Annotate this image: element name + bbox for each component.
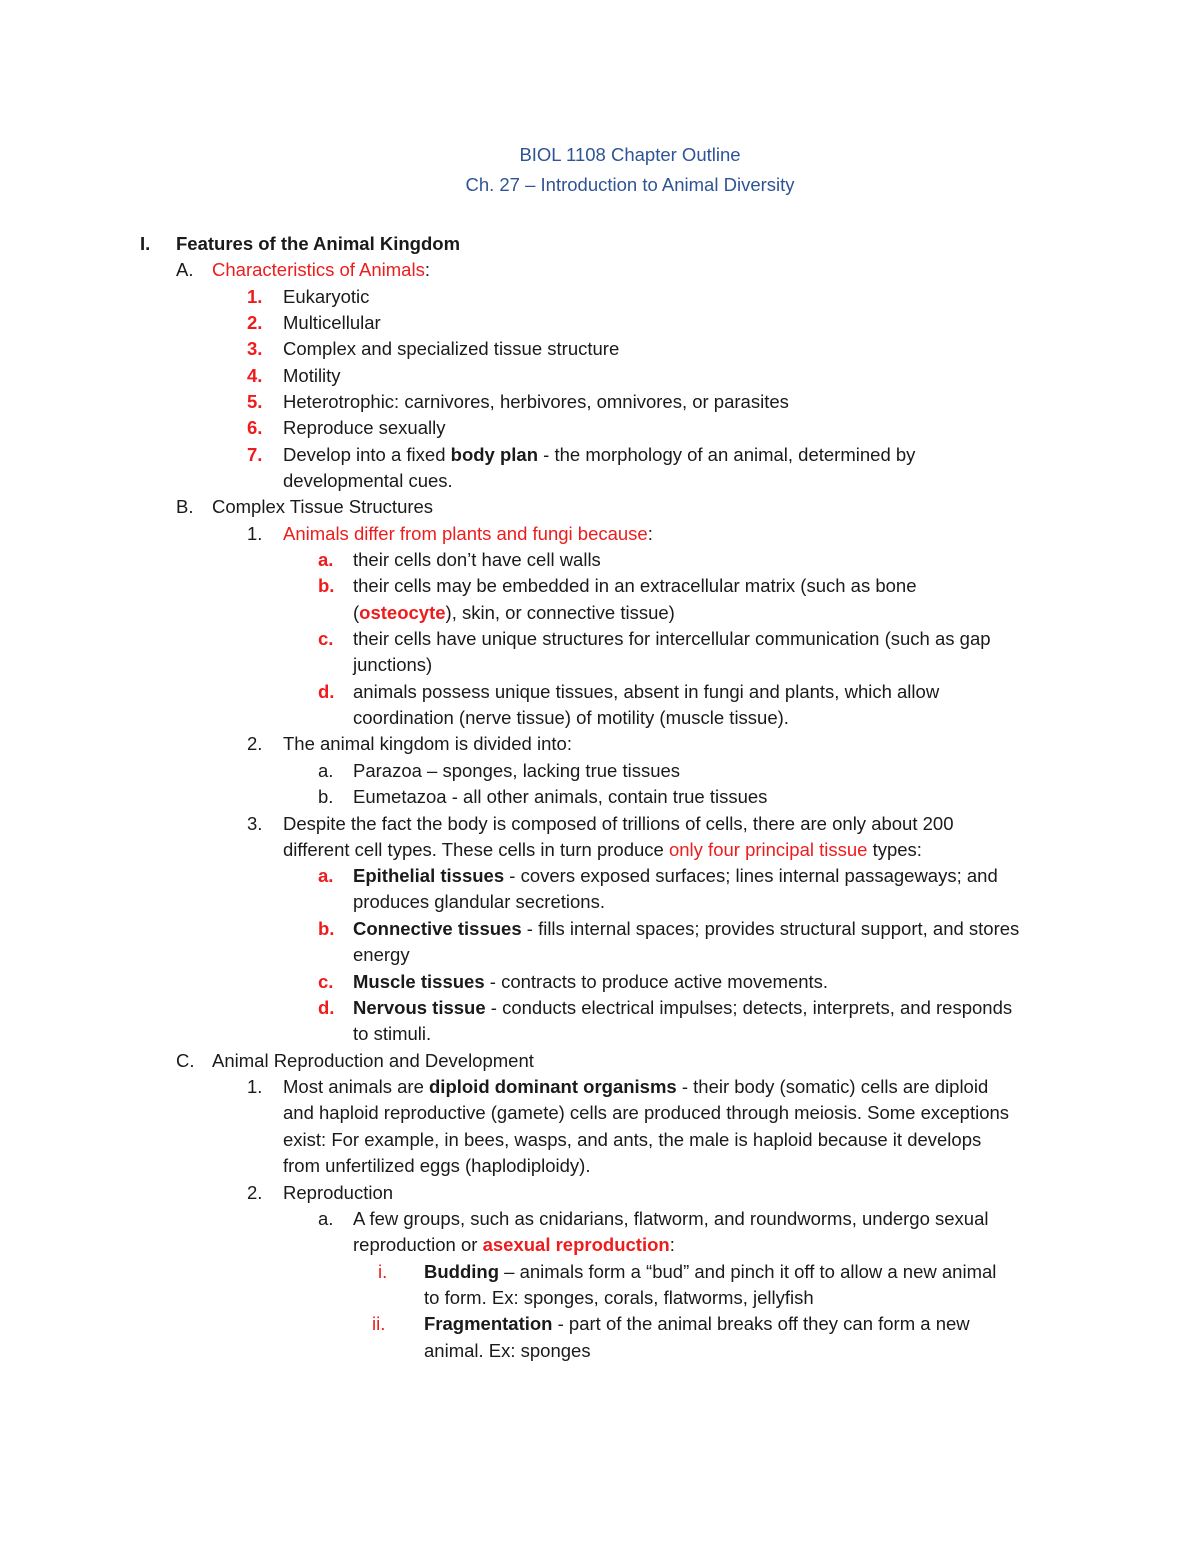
list-text: The animal kingdom is divided into:	[283, 733, 572, 754]
roman-numeral: i.	[378, 1261, 388, 1282]
highlight-text: only four principal tissue	[668, 839, 868, 860]
list-text: Nervous tissue - conducts electrical impulses; detects, interprets, and responds	[353, 997, 1013, 1018]
list-text: from unfertilized eggs (haplodiploidy).	[283, 1155, 591, 1176]
list-text: Eumetazoa - all other animals, contain true tissues	[353, 786, 768, 807]
subsection-marker: B.	[176, 496, 194, 517]
sub-list-letter: a.	[318, 1208, 334, 1229]
sub-list-letter: a.	[318, 760, 334, 781]
list-text: Motility	[283, 365, 341, 386]
sub-list-letter: d.	[318, 681, 335, 702]
highlight-text: Animals differ from plants and fungi because	[283, 523, 648, 544]
list-number: 1.	[247, 286, 263, 307]
subsection-title: Complex Tissue Structures	[212, 496, 434, 517]
list-number: 3.	[247, 813, 263, 834]
list-text: (osteocyte), skin, or connective tissue)	[353, 602, 675, 623]
list-text: Muscle tissues - contracts to produce active movements.	[353, 971, 829, 992]
list-text: different cell types. These cells in turn produce only four principal tissue types:	[283, 839, 922, 860]
key-term: Epithelial tissues	[353, 865, 505, 886]
key-term: Budding	[424, 1261, 500, 1282]
key-term: asexual reproduction	[482, 1234, 670, 1255]
list-number: 1.	[247, 523, 263, 544]
key-term: osteocyte	[359, 602, 446, 623]
subsection-marker: A.	[176, 259, 194, 280]
highlight-text: Characteristics of Animals	[212, 259, 425, 280]
list-text: Most animals are diploid dominant organisms - their body (somatic) cells are diploid	[283, 1076, 989, 1097]
list-text: Reproduce sexually	[283, 417, 446, 438]
list-text: to form. Ex: sponges, corals, flatworms, jellyfish	[424, 1287, 814, 1308]
list-text: their cells may be embedded in an extracellular matrix (such as bone	[353, 575, 917, 596]
list-text: animals possess unique tissues, absent in fungi and plants, which allow	[353, 681, 940, 702]
key-term: diploid dominant organisms	[429, 1076, 677, 1097]
list-number: 2.	[247, 312, 263, 333]
sub-list-letter: d.	[318, 997, 335, 1018]
list-number: 1.	[247, 1076, 263, 1097]
roman-numeral: ii.	[372, 1313, 386, 1334]
sub-list-letter: b.	[318, 918, 335, 939]
course-title: BIOL 1108 Chapter Outline	[519, 144, 741, 165]
list-number: 2.	[247, 1182, 263, 1203]
key-term: Nervous tissue	[353, 997, 486, 1018]
list-text: Multicellular	[283, 312, 381, 333]
list-text: Parazoa – sponges, lacking true tissues	[353, 760, 681, 781]
sub-list-letter: c.	[318, 971, 334, 992]
chapter-title: Ch. 27 – Introduction to Animal Diversity	[465, 174, 795, 195]
list-text: Reproduction	[283, 1182, 394, 1203]
list-text: junctions)	[353, 654, 433, 675]
list-text: Epithelial tissues - covers exposed surfaces; lines internal passageways; and	[353, 865, 998, 886]
section-title: Features of the Animal Kingdom	[176, 233, 461, 254]
list-text: coordination (nerve tissue) of motility (muscle tissue).	[353, 707, 789, 728]
sub-list-letter: a.	[318, 549, 334, 570]
list-text: animal. Ex: sponges	[424, 1340, 591, 1361]
key-term: Muscle tissues	[353, 971, 485, 992]
list-number: 5.	[247, 391, 263, 412]
list-number: 2.	[247, 733, 263, 754]
list-text: and haploid reproductive (gamete) cells are produced through meiosis. Some exceptions	[283, 1102, 1010, 1123]
sub-list-letter: c.	[318, 628, 334, 649]
list-text: to stimuli.	[353, 1023, 432, 1044]
key-term: Connective tissues	[353, 918, 522, 939]
list-text: energy	[353, 944, 410, 965]
subsection-title: Characteristics of Animals:	[212, 259, 430, 280]
key-term: Fragmentation	[424, 1313, 553, 1334]
list-text: reproduction or asexual reproduction:	[353, 1234, 675, 1255]
subsection-marker: C.	[176, 1050, 195, 1071]
list-text: Animals differ from plants and fungi because:	[283, 523, 653, 544]
list-text: Despite the fact the body is composed of trillions of cells, there are only about 200	[283, 813, 954, 834]
list-text: exist: For example, in bees, wasps, and ants, the male is haploid because it develops	[283, 1129, 982, 1150]
list-number: 4.	[247, 365, 263, 386]
sub-list-letter: a.	[318, 865, 334, 886]
section-marker: I.	[140, 233, 151, 254]
list-number: 7.	[247, 444, 263, 465]
subsection-title: Animal Reproduction and Development	[212, 1050, 534, 1071]
list-text: their cells don’t have cell walls	[353, 549, 601, 570]
sub-list-letter: b.	[318, 575, 335, 596]
list-text: produces glandular secretions.	[353, 891, 605, 912]
list-text: Complex and specialized tissue structure	[283, 338, 620, 359]
list-text: developmental cues.	[283, 470, 453, 491]
key-term: body plan	[450, 444, 539, 465]
list-number: 3.	[247, 338, 263, 359]
sub-list-letter: b.	[318, 786, 334, 807]
list-text: A few groups, such as cnidarians, flatworm, and roundworms, undergo sexual	[353, 1208, 989, 1229]
list-text: Fragmentation - part of the animal breaks off they can form a new	[424, 1313, 970, 1334]
list-text: Budding – animals form a “bud” and pinch it off to allow a new animal	[424, 1261, 997, 1282]
list-text: Heterotrophic: carnivores, herbivores, omnivores, or parasites	[283, 391, 789, 412]
list-text: Develop into a fixed body plan - the morphology of an animal, determined by	[283, 444, 916, 465]
list-text: their cells have unique structures for intercellular communication (such as gap	[353, 628, 991, 649]
list-text: Eukaryotic	[283, 286, 370, 307]
list-number: 6.	[247, 417, 263, 438]
list-text: Connective tissues - fills internal spaces; provides structural support, and stores	[353, 918, 1020, 939]
